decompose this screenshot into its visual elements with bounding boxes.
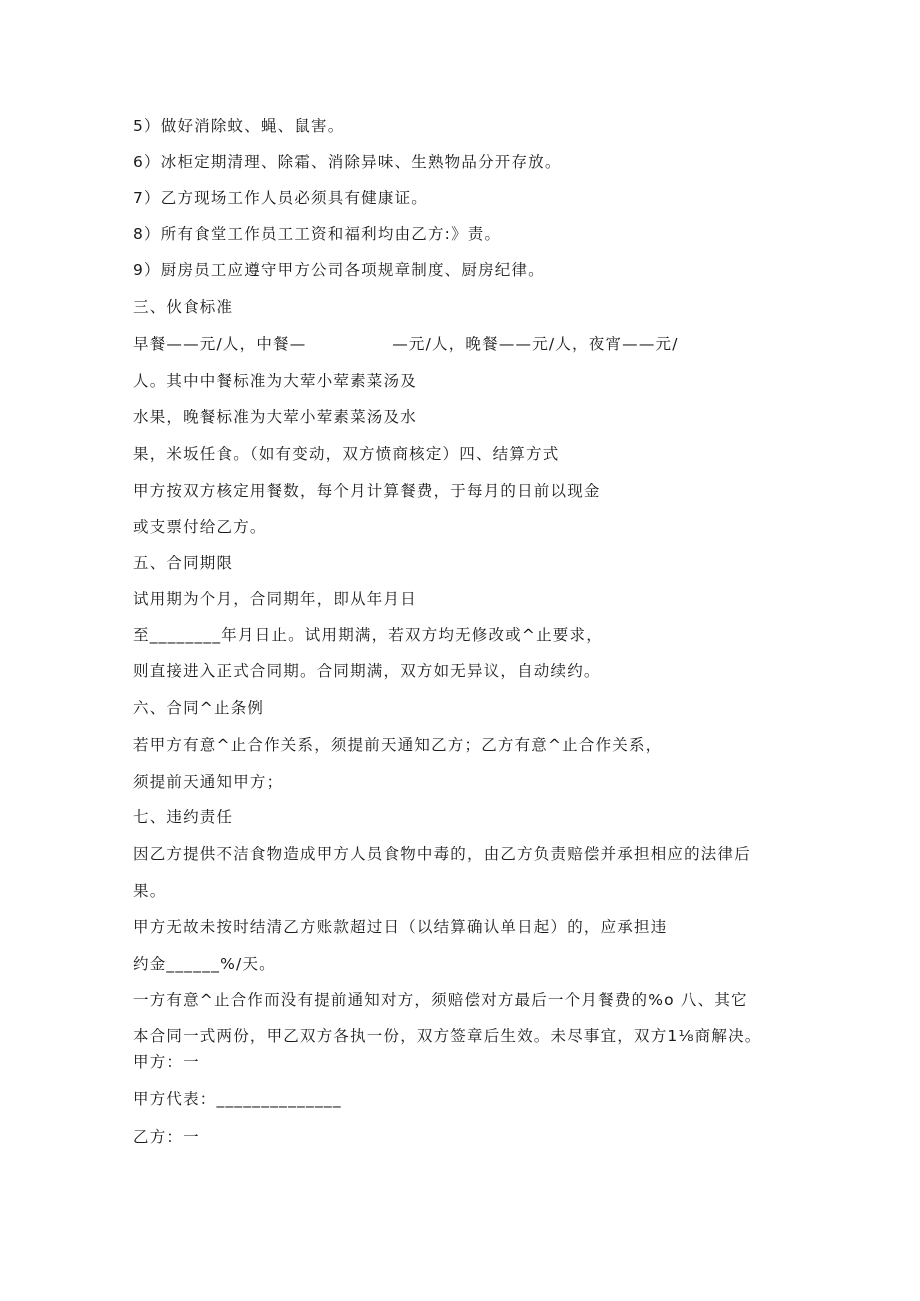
text-line: 本合同一式两份，甲乙双方各执一份，双方签章后生效。未尽事宜，双方1⅛商解决。 — [133, 1027, 762, 1045]
section-heading: 六、合同^止条例 — [133, 699, 265, 717]
text-line: 须提前天通知甲方； — [133, 773, 284, 791]
section-heading: 七、违约责任 — [133, 808, 234, 826]
text-line: 人。其中中餐标准为大荤小荤素菜汤及 — [133, 372, 417, 390]
text-line: 则直接进入正式合同期。合同期满，双方如无异议，自动续约。 — [133, 662, 601, 680]
text-line: 甲方按双方核定用餐数，每个月计算餐费，于每月的日前以现金 — [133, 482, 601, 500]
text-line: 8）所有食堂工作员工工资和福利均由乙方:》责。 — [133, 225, 502, 243]
text-line: 9）厨房员工应遵守甲方公司各项规章制度、厨房纪律。 — [133, 261, 545, 279]
text-line: 试用期为个月，合同期年，即从年月日 — [133, 590, 417, 608]
signature-party-a-rep: 甲方代表：______________ — [133, 1090, 342, 1108]
signature-party-a: 甲方：一 — [133, 1053, 200, 1071]
signature-party-b: 乙方：一 — [133, 1128, 200, 1146]
text-line: 若甲方有意^止合作关系，须提前天通知乙方；乙方有意^止合作关系， — [133, 736, 663, 754]
text-line: 因乙方提供不洁食物造成甲方人员食物中毒的，由乙方负责赔偿并承担相应的法律后 — [133, 845, 751, 863]
section-heading: 三、伙食标准 — [133, 298, 234, 316]
text-line: 6）冰柜定期清理、除霜、消除异味、生熟物品分开存放。 — [133, 153, 562, 171]
text-line: 果，米坂任食。（如有变动，双方愤商核定）四、结算方式 — [133, 445, 560, 463]
section-heading: 五、合同期限 — [133, 554, 234, 572]
text-line: 或支票付给乙方。 — [133, 518, 267, 536]
text-line: 一方有意^止合作而没有提前通知对方，须赔偿对方最后一个月餐费的%o 八、其它 — [133, 991, 748, 1009]
text-line: 早餐——元/人，中餐— —元/人，晚餐——元/人，夜宵——元/ — [133, 335, 679, 353]
text-line: 至________年月日止。试用期满，若双方均无修改或^止要求， — [133, 626, 603, 644]
text-line: 果。 — [133, 882, 167, 900]
text-line: 约金______%/天。 — [133, 955, 276, 973]
text-line: 水果，晚餐标准为大荤小荤素菜汤及水 — [133, 408, 417, 426]
text-line: 甲方无故未按时结清乙方账款超过日（以结算确认单日起）的，应承担违 — [133, 918, 668, 936]
text-line: 7）乙方现场工作人员必须具有健康证。 — [133, 189, 428, 207]
text-line: 5）做好消除蚊、蝇、鼠害。 — [133, 117, 345, 135]
